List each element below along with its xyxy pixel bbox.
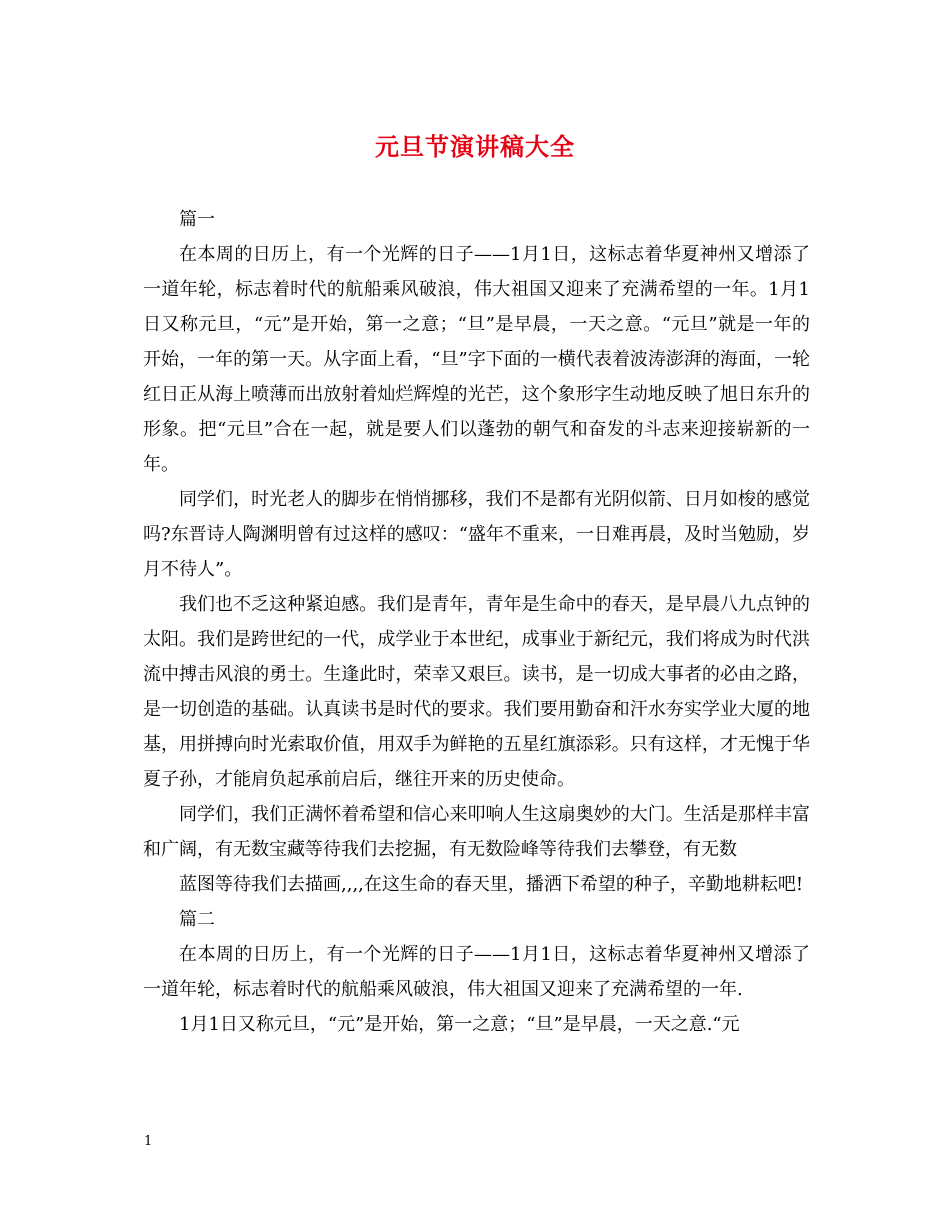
- page-number: 1: [144, 1134, 153, 1149]
- body-paragraph: 在本周的日历上，有一个光辉的日子——1月1日，这标志着华夏神州又增添了一道年轮，标志着时代的航船乘风破浪，伟大祖国又迎来了充满希望的一年.: [143, 944, 810, 1000]
- body-paragraph: 同学们，时光老人的脚步在悄悄挪移，我们不是都有光阴似箭、日月如梭的感觉吗?东晋诗人陶渊明曾有过这样的感叹：“盛年不重来，一日难再晨，及时当勉励，岁月不待人”。: [143, 489, 810, 580]
- body-paragraph: 1月1日又称元旦，“元”是开始，第一之意；“旦”是早晨，一天之意.“元: [179, 1014, 740, 1035]
- document-body: [143, 202, 810, 1042]
- section-heading: 篇二: [179, 909, 215, 930]
- body-paragraph: 在本周的日历上，有一个光辉的日子——1月1日，这标志着华夏神州又增添了一道年轮，标志着时代的航船乘风破浪，伟大祖国又迎来了充满希望的一年。1月1日又称元旦，“元”是开始，第一之意；“旦”是早晨，一天之意。“元旦”就是一年的开始，一年的第一天。从字面上看，“旦”字下面的一横代表着波涛澎湃的海面，一轮红日正从海上喷薄而出放射着灿烂辉煌的光芒，这个象形字生动地反映了旭日东升的形象。把“元旦”合在一起，就是要人们以蓬勃的朝气和奋发的斗志来迎接崭新的一年。: [143, 244, 810, 475]
- section-heading: 篇一: [179, 209, 215, 230]
- document-title: 元旦节演讲稿大全: [375, 132, 575, 161]
- body-paragraph: 蓝图等待我们去描画,,,,在这生命的春天里，播洒下希望的种子，辛勤地耕耘吧!: [179, 874, 804, 895]
- body-paragraph: 同学们，我们正满怀着希望和信心来叩响人生这扇奥妙的大门。生活是那样丰富和广阔，有无数宝藏等待我们去挖掘，有无数险峰等待我们去攀登，有无数: [143, 804, 810, 860]
- body-paragraph: 我们也不乏这种紧迫感。我们是青年，青年是生命中的春天，是早晨八九点钟的太阳。我们是跨世纪的一代，成学业于本世纪，成事业于新纪元，我们将成为时代洪流中搏击风浪的勇士。生逢此时，荣幸又艰巨。读书，是一切成大事者的必由之路，是一切创造的基础。认真读书是时代的要求。我们要用勤奋和汗水夯实学业大厦的地基，用拼搏向时光索取价值，用双手为鲜艳的五星红旗添彩。只有这样，才无愧于华夏子孙，才能肩负起承前启后，继往开来的历史使命。: [143, 594, 810, 790]
